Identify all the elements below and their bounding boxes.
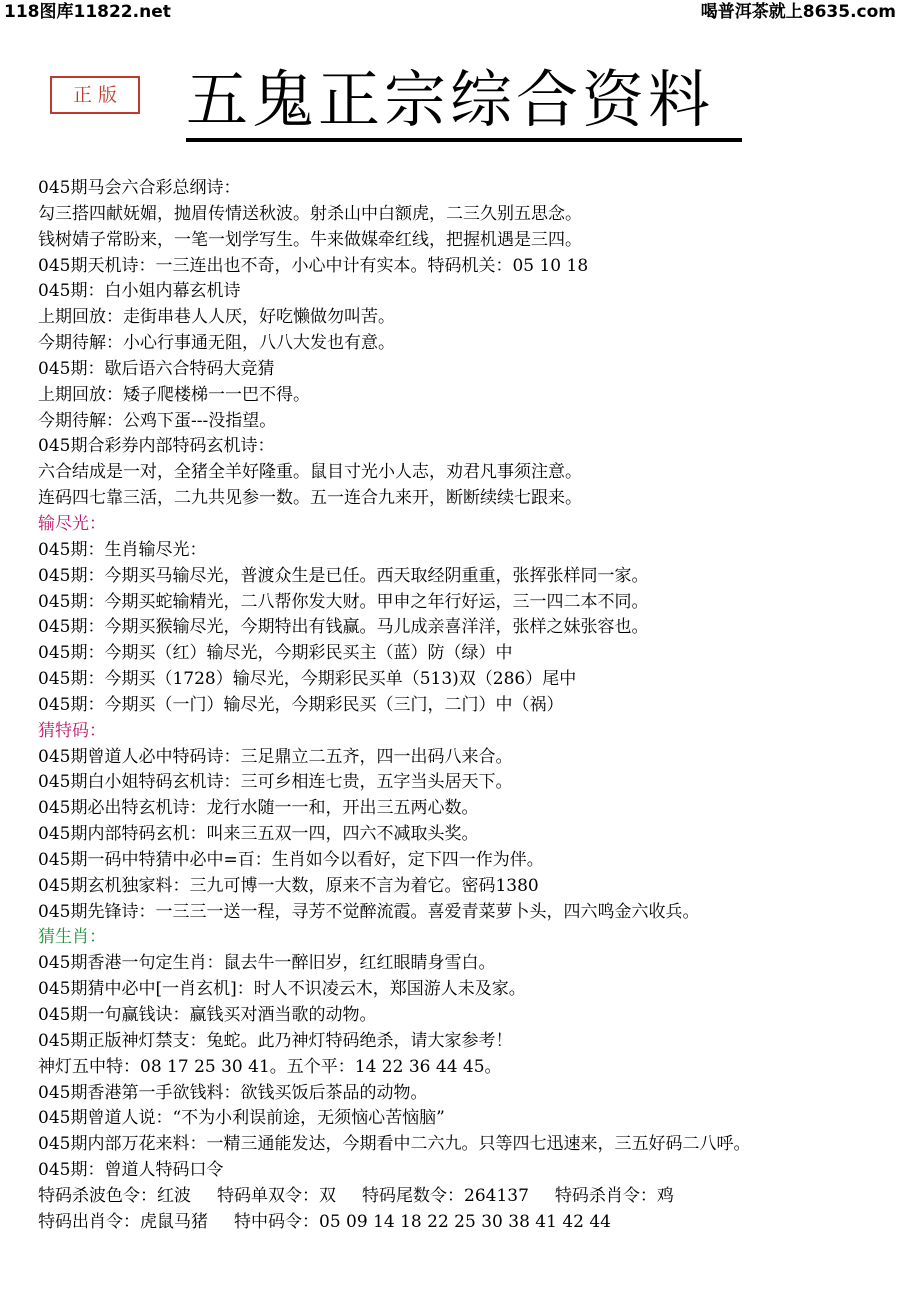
section-heading: 猜生肖： — [38, 927, 106, 948]
text-line: 神灯五中特：08 17 25 30 41。五个平：14 22 36 44 45。 — [38, 1056, 502, 1077]
text-line: 045期：今期买猴输尽光，今期特出有钱赢。马儿成亲喜洋洋，张样之妹张容也。 — [38, 617, 649, 638]
text-line: 045期香港第一手欲钱料：欲钱买饭后茶品的动物。 — [38, 1082, 428, 1103]
text-line: 045期内部特码玄机：叫来三五双一四，四六不减取头奖。 — [38, 824, 479, 845]
text-line: 045期正版神灯禁支：兔蛇。此乃神灯特码绝杀，请大家参考！ — [38, 1030, 513, 1051]
genuine-stamp: 正 版 — [50, 76, 140, 114]
text-line: 六合结成是一对，全猪全羊好隆重。鼠目寸光小人志，劝君凡事须注意。 — [38, 462, 582, 483]
text-line: 钱树婧子常盼来，一笔一划学写生。牛来做媒牵红线，把握机遇是三四。 — [38, 229, 582, 250]
text-line: 045期：今期买马输尽光，普渡众生是已任。西天取经阴重重，张挥张样同一家。 — [38, 565, 649, 586]
text-line: 045期白小姐特码玄机诗：三可乡相连七贵，五字当头居天下。 — [38, 772, 513, 793]
text-line: 045期一码中特猜中必中=百：生肖如今以看好，定下四一作为伴。 — [38, 849, 544, 870]
text-line: 今期待解：小心行事通无阻，八八大发也有意。 — [38, 333, 395, 354]
code-order-item: 特码单双令：双 — [217, 1185, 336, 1206]
site-name-left: 118图库11822.net — [4, 2, 171, 22]
text-line: 今期待解：公鸡下蛋---没指望。 — [38, 410, 277, 431]
section-heading: 输尽光： — [38, 513, 106, 534]
text-line: 045期：生肖输尽光： — [38, 539, 207, 560]
text-line: 045期：歇后语六合特码大竞猜 — [38, 358, 275, 379]
code-order-row — [38, 1184, 894, 1210]
section-heading: 猜特码： — [38, 720, 106, 741]
text-line: 045期：今期买（红）输尽光，今期彩民买主（蓝）防（绿）中 — [38, 643, 513, 664]
text-line: 045期香港一句定生肖：鼠去牛一醉旧岁，红红眼睛身雪白。 — [38, 953, 496, 974]
title-underline — [186, 138, 742, 142]
code-order-item: 特中码令：05 09 14 18 22 25 30 38 41 42 44 — [234, 1211, 611, 1232]
text-line: 045期：今期买（1728）输尽光，今期彩民买单（513)双（286）尾中 — [38, 669, 577, 690]
code-order-item: 特码出肖令：虎鼠马猪 — [38, 1211, 208, 1232]
text-line: 045期：曾道人特码口令 — [38, 1160, 224, 1181]
code-order-item: 特码杀波色令：红波 — [38, 1185, 191, 1206]
text-line: 045期天机诗：一三连出也不奇，小心中计有实本。特码机关：05 10 18 — [38, 255, 589, 276]
text-line: 连码四七靠三活，二九共见参一数。五一连合九来开，断断续续七跟来。 — [38, 488, 582, 509]
text-line: 045期猜中必中[一肖玄机]：时人不识凌云木，郑国游人未及家。 — [38, 979, 526, 1000]
page-title: 五鬼正宗综合资料 — [186, 63, 715, 136]
document-body — [38, 176, 894, 1236]
code-order-item: 特码杀肖令：鸡 — [554, 1185, 674, 1206]
code-order-item: 特码尾数令：264137 — [362, 1185, 529, 1206]
text-line: 045期：今期买（一门）输尽光，今期彩民买（三门，二门）中（祸） — [38, 694, 564, 715]
text-line: 勾三搭四献妩媚，抛眉传情送秋波。射杀山中白额虎，二三久别五思念。 — [38, 203, 582, 224]
text-line: 045期曾道人说：“不为小利误前途，无须恼心苦恼脑” — [38, 1108, 445, 1129]
text-line: 045期：白小姐内幕玄机诗 — [38, 281, 241, 302]
text-line: 045期一句赢钱诀：赢钱买对酒当歌的动物。 — [38, 1005, 377, 1025]
text-line: 045期先锋诗：一三三一送一程，寻芳不觉醉流霞。喜爱青菜萝卜头，四六鸣金六收兵。 — [38, 901, 700, 922]
text-line: 上期回放：走街串巷人人厌，好吃懒做勿叫苦。 — [38, 307, 395, 328]
site-name-right: 喝普洱茶就上8635.com — [700, 2, 896, 22]
text-line: 045期：今期买蛇输精光，二八帮你发大财。甲申之年行好运，三一四二本不同。 — [38, 591, 649, 612]
code-order-row — [38, 1210, 894, 1236]
text-line: 045期曾道人必中特码诗：三足鼎立二五齐，四一出码八来合。 — [38, 746, 513, 767]
text-line: 045期马会六合彩总纲诗： — [38, 178, 241, 198]
text-line: 045期玄机独家料：三九可博一大数，原来不言为着它。密码1380 — [38, 875, 539, 896]
text-line: 045期合彩券内部特码玄机诗： — [38, 436, 275, 457]
text-line: 上期回放：矮子爬楼梯一一巴不得。 — [38, 384, 310, 405]
text-line: 045期必出特玄机诗：龙行水随一一和，开出三五两心数。 — [38, 798, 479, 819]
text-line: 045期内部万花来料：一精三通能发达，今期看中二六九。只等四七迅速来，三五好码二八呼。 — [38, 1134, 751, 1155]
